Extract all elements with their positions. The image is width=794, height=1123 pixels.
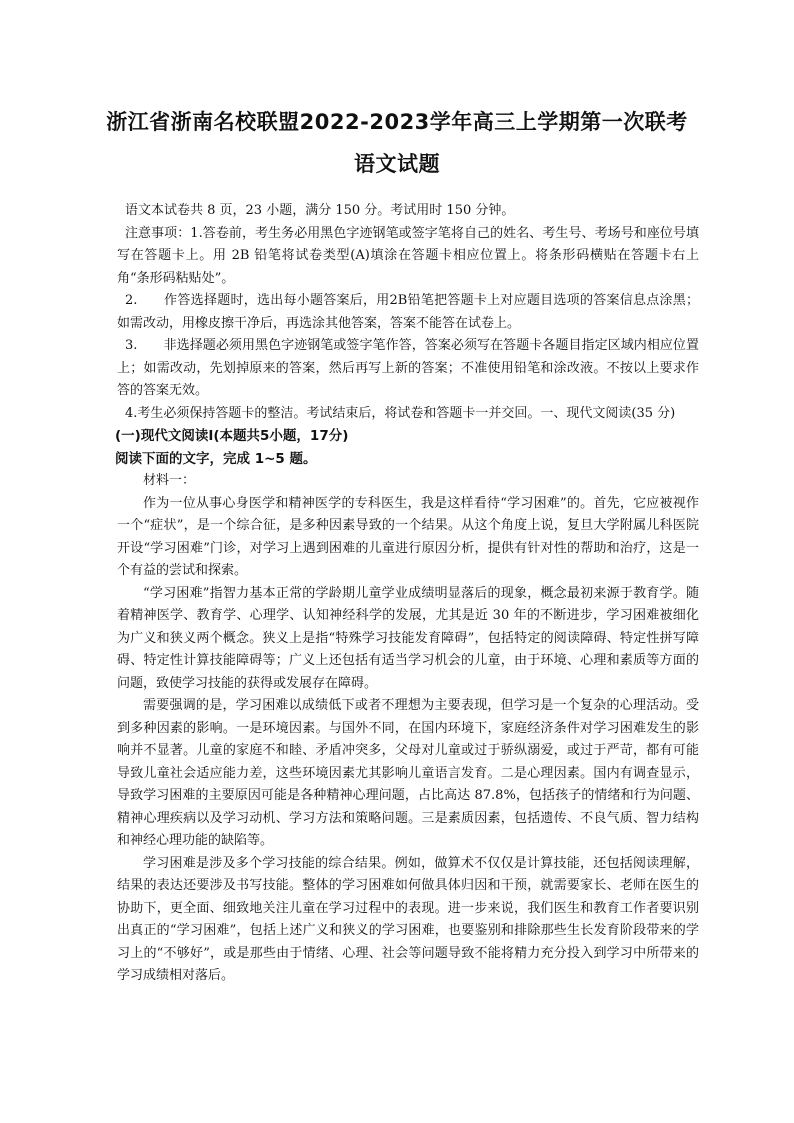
material-paragraph-1: 作为一位从事心身医学和精神医学的专科医生，我是这样看待“学习困难”的。首先，它应被视作一个“症状”，是一个综合征，是多种因素导致的一个结果。从这个角度上说，复旦大学附属儿科医院开设“学习困难”门诊，对学习上遇到困难的儿童进行原因分析，提供有针对性的帮助和治疗，这是一个有益的尝试和探索。 xyxy=(117,495,699,578)
section-heading: (一)现代文阅读Ⅰ(本题共5小题，17分) xyxy=(115,428,349,444)
material-paragraph-3: 需要强调的是，学习困难以成绩低下或者不理想为主要表现，但学习是一个复杂的心理活动。受到多种因素的影响。一是环境因素。与国外不同，在国内环境下，家庭经济条件对学习困难发生的影响并不显著。儿童的家庭不和睦、矛盾冲突多，父母对儿童或过于骄纵溺爱，或过于严苛，都有可能导致儿童社会适应能力差，这些环境因素尤其影响儿童语言发育。二是心理因素。国内有调查显示，导致学习困难的主要原因可能是各种精神心理问题，占比高达 87.8%，包括孩子的情绪和行为问题、精神心理疾病以及学习动机、学习方法和策略问题。三是素质因素，包括遗传、不良气质、智力结构和神经心理功能的缺陷等。 xyxy=(117,698,699,848)
notice-item-1: 注意事项：1.答卷前，考生务必用黑色字迹钢笔或签字笔将自己的姓名、考生号、考场号和座位号填写在答题卡上。用 2B 铅笔将试卷类型(A)填涂在答题卡相应位置上。将条形码横贴在答题卡右上角“条形码粘贴处”。 xyxy=(117,225,699,286)
exam-info: 语文本试卷共 8 页，23 小题，满分 150 分。考试用时 150 分钟。 xyxy=(125,203,515,218)
material-label: 材料一： xyxy=(143,473,196,488)
notice-item-2: 2. 作答选择题时，选出每小题答案后，用2B铅笔把答题卡上对应题目选项的答案信息点涂黑；如需改动，用橡皮擦干净后，再选涂其他答案，答案不能答在试卷上。 xyxy=(117,293,699,331)
exam-subtitle: 语文试题 xyxy=(354,152,440,176)
notice-item-3: 3. 非选择题必须用黑色字迹钢笔或签字笔作答，答案必须写在答题卡各题目指定区域内相应位置上；如需改动，先划掉原来的答案，然后再写上新的答案；不准使用铅笔和涂改液。不按以上要求作答的答案无效。 xyxy=(117,338,699,398)
exam-body xyxy=(117,200,699,988)
reading-instruction: 阅读下面的文字，完成 1~5 题。 xyxy=(115,450,317,467)
material-paragraph-4: 学习困难是涉及多个学习技能的综合结果。例如，做算术不仅仅是计算技能，还包括阅读理解，结果的表达还要涉及书写技能。整体的学习困难如何做具体归因和干预，就需要家长、老师在医生的协助下，更全面、细致地关注儿童在学习过程中的表现。进一步来说，我们医生和教育工作者要识别出真正的“学习困难”，包括上述广义和狭义的学习困难，也要鉴别和排除那些生长发育阶段带来的学习上的“不够好”，或是那些由于情绪、心理、社会等问题导致不能将精力充分投入到学习中所带来的学习成绩相对落后。 xyxy=(117,855,699,983)
exam-title: 浙江省浙南名校联盟2022-2023学年高三上学期第一次联考 xyxy=(106,110,688,134)
material-paragraph-2: “学习困难”指智力基本正常的学龄期儿童学业成绩明显落后的现象，概念最初来源于教育学。随着精神医学、教育学、心理学、认知神经科学的发展，尤其是近 30 年的不断进步，学习困难被细化为广义和狭义两个概念。狭义上是指“特殊学习技能发育障碍”，包括特定的阅读障碍、特定性拼写障碍、特定性计算技能障碍等；广义上还包括有适当学习机会的儿童，由于环境、心理和素质等方面的问题，致使学习技能的获得或发展存在障碍。 xyxy=(117,585,699,691)
notice-item-4: 4.考生必须保持答题卡的整洁。考试结束后，将试卷和答题卡一并交回。一、现代文阅读(35 分) xyxy=(125,405,676,421)
